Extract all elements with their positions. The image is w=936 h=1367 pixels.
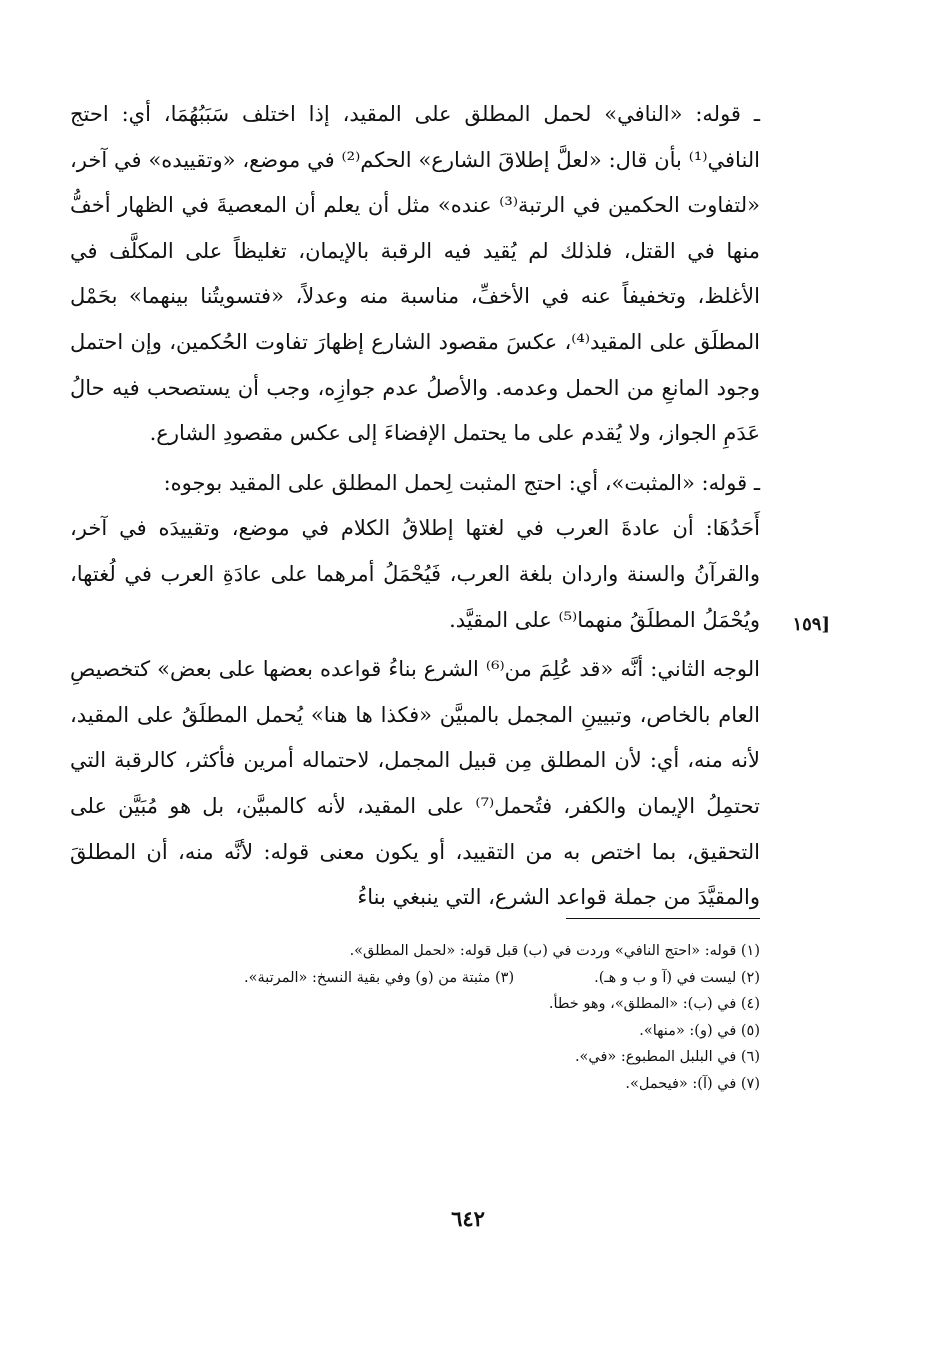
footnotes [70,938,760,1097]
footnote-3: (٣) مثبتة من (و) وفي بقية النسخ: «المرتبة». [244,969,515,986]
footnote-2: (٢) ليست في (آ و ب و هـ). [594,969,760,986]
footnote-1: (١) قوله: «احتج النافي» وردت في (ب) قبل قوله: «لحمل المطلق». [349,943,760,959]
main-text [70,92,760,921]
footnote-7: (٧) في (آ): «فيحمل». [625,1075,760,1092]
footnote-divider [566,918,760,919]
margin-page-reference: [١٥٩ [792,614,830,635]
footnote-4: (٤) في (ب): «المطلق»، وهو خطأ. [548,996,760,1012]
paragraph-first-reason: أَحَدُهَا: أن عادةَ العرب في لغتها إطلاقُ الكلام في موضع، وتقييدَه في آخر، والقرآنُ والسنة واردان بلغة العرب، فَيُحْمَلُ أمرهما على عادَةِ العرب في لُغتها، ويُحْمَلُ المطلَقُ منهما⁽⁵⁾ على المقيَّد. [70,516,760,632]
footnote-6: (٦) في البلبل المطبوع: «في». [574,1049,760,1065]
paragraph-muthbit: ـ قوله: «المثبت»، أي: احتج المثبت لِحمل المطلق على المقيد بوجوه: [163,470,760,495]
paragraph-naafi: ـ قوله: «النافي» لحمل المطلق على المقيد، إذا اختلف سَبَبُهُمَا، أي: احتج النافي⁽¹⁾ بأن قال: «لعلَّ إطلاقَ الشارع» الحكم⁽²⁾ في موضع، «وتقييده» في آخر، «لتفاوت الحكمين في الرتبة⁽³⁾ عنده» مثل أن يعلم أن المعصيةَ في الظهار أخفُّ منها في القتل، فلذلك لم يُقيد فيه الرقبة بالإيمان، تغليظاً على المكلَّف في الأغلظ، وتخفيفاً عنه في الأخفِّ، مناسبة منه وعدلاً، «فتسويتُنا بينهما» بحَمْل المطلَق على المقيد⁽⁴⁾، عكسَ مقصود الشارع إظهارَ تفاوت الحُكمين، وإن احتمل وجود المانعِ من الحمل وعدمه. والأصلُ عدم جوازِه، وجب أن يستصحب فيه حالُ عَدَمِ الجواز، ولا يُقدم على ما يحتمل الإفضاءَ إلى عكس مقصودِ الشارع. [70,102,761,446]
footnote-row-2-3 [70,965,760,992]
page-number: ٦٤٢ [451,1206,485,1231]
footnote-5: (٥) في (و): «منها». [639,1022,760,1039]
paragraph-second-reason: الوجه الثاني: أنَّه «قد عُلِمَ من⁽⁶⁾ الشرع بناءُ قواعده بعضها على بعض» كتخصيصِ العام بالخاص، وتبيينِ المجمل بالمبيَّن «فكذا ها هنا» يُحمل المطلَقُ على المقيد، لأنه منه، أي: لأن المطلق مِن قبيل المجمل، لاحتماله أمرين فأكثر، كالرقبة التي تحتمِلُ الإيمان والكفر، فتُحمل⁽⁷⁾ على المقيد، لأنه كالمبيَّن، بل هو مُبَيَّن على التحقيق، بما اختص به من التقييد، أو يكون معنى قوله: لأنَّه منه، أن المطلقَ والمقيَّدَ من جملة قواعد الشرع، التي ينبغي بناءُ [70,657,761,910]
